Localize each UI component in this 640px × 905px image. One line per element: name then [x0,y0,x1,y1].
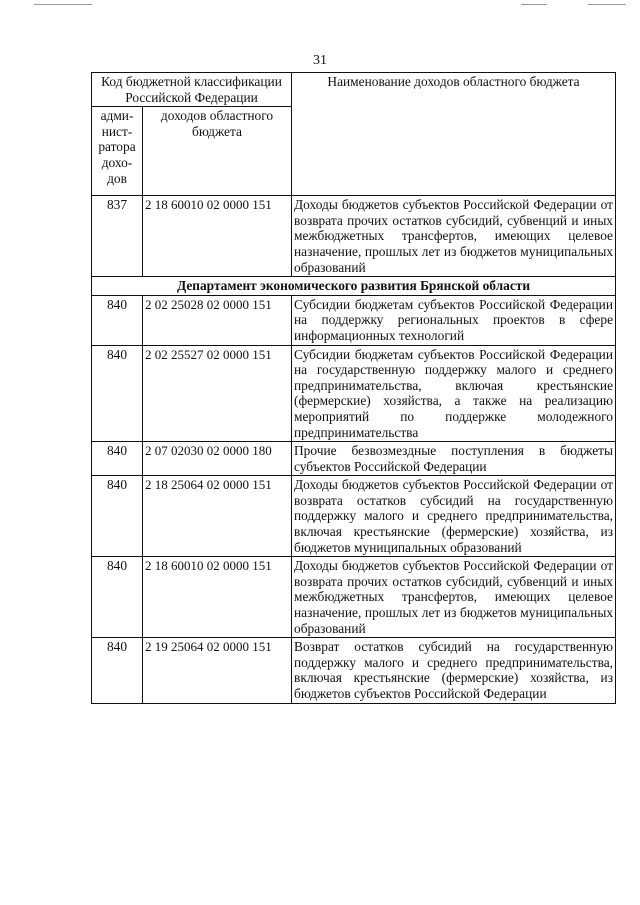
admin-code-cell: 840 [92,638,143,703]
table-row [92,557,616,638]
table-row [92,442,616,476]
income-code-cell: 2 18 60010 02 0000 151 [143,196,292,277]
top-edge-marks [0,4,640,10]
code-group-header: Код бюджетной классификации Российской Федерации [92,73,292,107]
admin-column-header: адми-нист-ратора дохо-дов [92,107,143,196]
income-name-cell: Доходы бюджетов субъектов Российской Федерации от возврата прочих остатков субсидий, субвенций и иных межбюджетных трансфертов, имеющих целевое назначение, прошлых лет из бюджетов муниципальных образований [292,557,616,638]
admin-code-cell: 837 [92,196,143,277]
section-body [92,277,616,296]
admin-code-cell: 840 [92,345,143,442]
table-row [92,196,616,277]
income-code-cell: 2 18 25064 02 0000 151 [143,476,292,557]
income-name-cell: Субсидии бюджетам субъектов Российской Федерации на поддержку региональных проектов в сфере информационных технологий [292,295,616,345]
name-column-header: Наименование доходов областного бюджета [292,73,616,196]
income-code-cell: 2 07 02030 02 0000 180 [143,442,292,476]
income-code-cell: 2 02 25028 02 0000 151 [143,295,292,345]
income-code-cell: 2 19 25064 02 0000 151 [143,638,292,703]
income-code-cell: 2 18 60010 02 0000 151 [143,557,292,638]
table-body-before-section [92,196,616,277]
table-row [92,638,616,703]
admin-code-cell: 840 [92,557,143,638]
table-row [92,476,616,557]
budget-classification-table [91,72,616,704]
income-name-cell: Субсидии бюджетам субъектов Российской Федерации на государственную поддержку малого и среднего предпринимательства, включая крестьянские (фермерские) хозяйства, а также на реализацию мероприятий по поддержке молодежного предпринимательства [292,345,616,442]
admin-code-cell: 840 [92,295,143,345]
page-number: 31 [313,53,327,68]
section-title: Департамент экономического развития Брянской области [92,277,616,296]
table-body-section [92,295,616,703]
income-name-cell: Доходы бюджетов субъектов Российской Федерации от возврата остатков субсидий на государственную поддержку малого и среднего предпринимательства, включая крестьянские (фермерские) хозяйства, из бюджетов муниципальных образований [292,476,616,557]
income-code-cell: 2 02 25527 02 0000 151 [143,345,292,442]
income-name-cell: Прочие безвозмездные поступления в бюджеты субъектов Российской Федерации [292,442,616,476]
admin-code-cell: 840 [92,442,143,476]
section-header-row [92,277,616,296]
admin-code-cell: 840 [92,476,143,557]
header-row-1 [92,73,616,107]
income-name-cell: Возврат остатков субсидий на государственную поддержку малого и среднего предпринимательства, включая крестьянские (фермерские) хозяйства, из бюджетов субъектов Российской Федерации [292,638,616,703]
income-column-header: доходов областного бюджета [143,107,292,196]
table-row [92,345,616,442]
income-name-cell: Доходы бюджетов субъектов Российской Федерации от возврата прочих остатков субсидий, субвенций и иных межбюджетных трансфертов, имеющих целевое назначение, прошлых лет из бюджетов муниципальных образований [292,196,616,277]
table-row [92,295,616,345]
